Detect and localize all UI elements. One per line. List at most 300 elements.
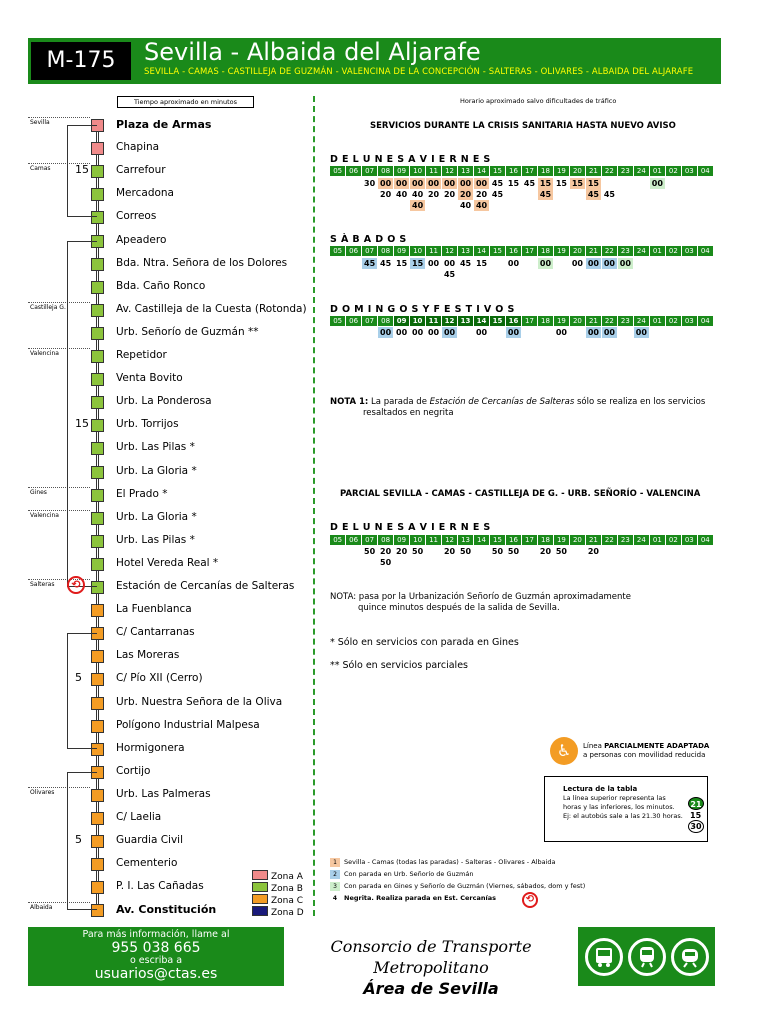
minute-cell [666, 258, 681, 269]
minute-cell [474, 557, 489, 568]
minute-cell [682, 200, 697, 211]
hour-cell: 06 [346, 316, 361, 326]
minute-cell [666, 178, 681, 189]
reading-guide: Lectura de la tabla La línea superior representa las horas y las inferiores, los minutos. Ej: el autobús sale a las 21.30 horas. [544, 776, 708, 842]
legend-item: 4 Negrita. Realiza parada en Est. Cercanías [332, 894, 496, 902]
stop-name: Av. Constitución [116, 903, 217, 917]
minute-cell [586, 200, 601, 211]
minute-cell [618, 327, 633, 338]
minute-cell: 20 [396, 547, 408, 556]
minute-cell: 20 [380, 547, 392, 556]
hour-cell: 02 [666, 246, 681, 256]
hour-cell: 12 [442, 246, 457, 256]
hour-cell: 01 [650, 246, 665, 256]
minute-cell: 00 [586, 327, 601, 338]
train-station-icon: ⟲ [67, 576, 85, 594]
hour-cell: 02 [666, 316, 681, 326]
hour-cell: 03 [682, 166, 697, 176]
minute-cell [538, 269, 553, 280]
hour-cell: 24 [634, 316, 649, 326]
minute-cell: 00 [427, 328, 440, 337]
minute-cell: 00 [634, 327, 649, 338]
minute-cell [602, 200, 617, 211]
minute-cell [618, 200, 633, 211]
hour-cell: 22 [602, 535, 617, 545]
weekdays-minutes-row [330, 178, 714, 189]
hour-cell: 23 [618, 246, 633, 256]
minute-cell [698, 557, 713, 568]
minute-cell: 20 [443, 190, 456, 199]
hour-cell: 17 [522, 166, 537, 176]
minute-cell [378, 269, 393, 280]
hour-cell: 10 [410, 246, 425, 256]
hour-cell: 10 [410, 535, 425, 545]
minute-cell [490, 200, 505, 211]
minute-cell: 50 [364, 547, 376, 556]
minute-cell: 00 [396, 328, 408, 337]
stop-name: Mercadona [116, 187, 174, 200]
minute-cell [490, 327, 505, 338]
minute-cell: 00 [618, 258, 633, 269]
minute-cell [506, 200, 521, 211]
minute-cell [426, 200, 441, 211]
minute-cell [634, 200, 649, 211]
minute-cell [394, 269, 409, 280]
minute-cell [442, 557, 457, 568]
weekdays-minutes-row [330, 200, 714, 211]
partial-title: PARCIAL SEVILLA - CAMAS - CASTILLEJA DE G. - URB. SEÑORÍO - VALENCINA [340, 489, 701, 499]
hour-cell: 06 [346, 166, 361, 176]
hour-cell: 12 [442, 316, 457, 326]
partial-label: D E L U N E S A V I E R N E S [330, 522, 491, 533]
hour-cell: 02 [666, 166, 681, 176]
minute-cell [554, 269, 569, 280]
hour-cell: 13 [458, 246, 473, 256]
minute-cell: 20 [443, 547, 456, 556]
hour-cell: 07 [362, 246, 377, 256]
minute-cell: 00 [507, 259, 520, 268]
minute-cell: 50 [412, 547, 424, 556]
minute-cell [330, 557, 345, 568]
minute-cell: 45 [586, 189, 601, 200]
minute-cell [650, 557, 665, 568]
minute-cell [490, 258, 505, 269]
hour-cell: 07 [362, 535, 377, 545]
double-asterisk-note: ** Sólo en servicios parciales [330, 660, 468, 671]
minute-cell [522, 200, 537, 211]
hour-cell: 06 [346, 535, 361, 545]
minute-cell [538, 327, 553, 338]
minute-cell [522, 269, 537, 280]
minute-cell [522, 546, 537, 557]
hour-cell: 03 [682, 316, 697, 326]
minute-cell [522, 557, 537, 568]
stop-name: Polígono Industrial Malpesa [116, 718, 260, 731]
minute-cell [362, 557, 377, 568]
minute-cell [330, 546, 345, 557]
hour-cell: 10 [410, 316, 425, 326]
minute-cell [666, 546, 681, 557]
hour-cell: 07 [362, 316, 377, 326]
hour-cell: 22 [602, 316, 617, 326]
line-subtitle: SEVILLA - CAMAS - CASTILLEJA DE GUZMÁN - VALENCINA DE LA CONCEPCIÓN - SALTERAS - OLIVARES - ALBAIDA DEL ALJARAFE [144, 67, 694, 77]
minute-cell [650, 189, 665, 200]
minute-cell: 00 [442, 178, 457, 189]
minute-cell: 45 [443, 270, 456, 279]
minute-cell [474, 546, 489, 557]
minute-cell [554, 189, 569, 200]
minute-cell [458, 269, 473, 280]
minute-cell [474, 269, 489, 280]
minute-cell [426, 557, 441, 568]
minute-cell [634, 546, 649, 557]
hour-cell: 17 [522, 535, 537, 545]
hour-cell: 16 [506, 166, 521, 176]
legend-item: 2 Con parada en Urb. Señorío de Guzmán [330, 870, 473, 879]
minute-cell [346, 327, 361, 338]
hour-cell: 20 [570, 535, 585, 545]
minute-cell [506, 189, 521, 200]
contact-email[interactable]: usuarios@ctas.es [94, 966, 218, 982]
minute-cell [538, 200, 553, 211]
minute-cell [522, 189, 537, 200]
partial-minutes-row [330, 557, 714, 568]
travel-time-minutes: 15 [75, 417, 89, 431]
asterisk-note: * Sólo en servicios con parada en Gines [330, 637, 519, 648]
minute-cell [506, 269, 521, 280]
stop-name: La Fuenblanca [116, 603, 192, 616]
minute-cell [362, 269, 377, 280]
minute-cell [634, 258, 649, 269]
hour-cell: 07 [362, 166, 377, 176]
minute-cell: 00 [602, 327, 617, 338]
stop-name: Urb. La Gloria * [116, 464, 197, 477]
stop-name: Correos [116, 210, 157, 223]
contact-info-text: Para más información, llame al [82, 929, 230, 940]
minute-cell [666, 269, 681, 280]
hour-cell: 12 [442, 166, 457, 176]
minute-cell: 00 [427, 259, 440, 268]
minute-cell [346, 546, 361, 557]
minute-cell: 50 [555, 547, 567, 556]
sunday-hours [330, 316, 714, 326]
minute-cell: 40 [412, 190, 424, 199]
hour-cell: 16 [506, 316, 521, 326]
minute-cell: 20 [458, 189, 473, 200]
zone-legend-a: Zona A [252, 870, 303, 882]
hour-cell: 15 [490, 246, 505, 256]
hour-cell: 08 [378, 246, 393, 256]
minute-cell [618, 557, 633, 568]
minute-cell [346, 200, 361, 211]
minute-cell [490, 269, 505, 280]
minute-cell: 00 [538, 258, 553, 269]
legend-item: 1 Sevilla - Camas (todas las paradas) - Salteras - Olivares - Albaida [330, 858, 556, 867]
stop-name: Urb. Torrijos [116, 418, 179, 431]
hour-cell: 16 [506, 535, 521, 545]
minute-cell: 00 [378, 178, 393, 189]
minute-cell: 45 [491, 190, 504, 199]
stop-name: Av. Castilleja de la Cuesta (Rotonda) [116, 302, 307, 315]
minute-cell: 50 [459, 547, 472, 556]
minute-cell [682, 178, 697, 189]
minute-cell: 45 [603, 190, 615, 199]
hour-cell: 03 [682, 535, 697, 545]
minute-cell [650, 546, 665, 557]
minute-cell [666, 200, 681, 211]
hour-cell: 23 [618, 166, 633, 176]
minute-cell [426, 269, 441, 280]
hour-cell: 05 [330, 535, 345, 545]
minute-cell [618, 546, 633, 557]
stop-name: Las Moreras [116, 649, 180, 662]
stop-name: Cementerio [116, 857, 178, 870]
zone-name: Albaida [30, 904, 53, 912]
travel-time-minutes: 5 [75, 671, 82, 685]
stop-name: P. I. Las Cañadas [116, 880, 204, 893]
hour-cell: 21 [586, 166, 601, 176]
wheelchair-icon: ♿ [550, 737, 578, 765]
minute-cell [666, 327, 681, 338]
minute-cell: 40 [396, 190, 408, 199]
minute-cell: 20 [427, 190, 440, 199]
minute-cell: 15 [410, 258, 425, 269]
hour-cell: 21 [586, 246, 601, 256]
minute-cell [570, 189, 585, 200]
hour-cell: 13 [458, 166, 473, 176]
stop-name: C/ Cantarranas [116, 626, 195, 639]
minute-cell [522, 258, 537, 269]
transport-icons [578, 927, 715, 986]
hour-cell: 15 [490, 535, 505, 545]
minute-cell [666, 557, 681, 568]
minute-cell: 15 [538, 178, 553, 189]
hour-cell: 04 [698, 246, 713, 256]
stop-name: Urb. Las Pilas * [116, 441, 195, 454]
minute-cell: 00 [474, 178, 489, 189]
minute-cell: 00 [506, 327, 521, 338]
minute-cell [698, 327, 713, 338]
minute-cell [698, 546, 713, 557]
hour-cell: 19 [554, 316, 569, 326]
hour-cell: 05 [330, 166, 345, 176]
hour-cell: 21 [586, 535, 601, 545]
minute-cell [346, 189, 361, 200]
minute-cell: 45 [538, 189, 553, 200]
legend-item: 3 Con parada en Gines y Señorío de Guzmán (Viernes, sábados, dom y fest) [330, 882, 585, 891]
minute-cell [570, 327, 585, 338]
minute-cell: 00 [586, 258, 601, 269]
hour-cell: 11 [426, 166, 441, 176]
minute-cell [682, 269, 697, 280]
minute-cell [490, 557, 505, 568]
column-divider [313, 96, 315, 916]
zone-name: Valencina [30, 350, 59, 357]
saturday-minutes-row [330, 258, 714, 269]
minute-cell [346, 258, 361, 269]
minute-cell [634, 178, 649, 189]
hour-cell: 06 [346, 246, 361, 256]
minute-cell [362, 189, 377, 200]
stop-name: Plaza de Armas [116, 118, 212, 131]
minute-cell [650, 327, 665, 338]
minute-cell [634, 557, 649, 568]
minute-cell [458, 557, 473, 568]
hour-cell: 17 [522, 316, 537, 326]
stop-name: Urb. Señorío de Guzmán ** [116, 325, 259, 338]
stop-name: Estación de Cercanías de Salteras [116, 580, 295, 592]
minute-cell [602, 557, 617, 568]
travel-time-minutes: 5 [75, 833, 82, 847]
stop-name: Apeadero [116, 233, 167, 246]
stop-name: C/ Laelia [116, 811, 162, 823]
minute-cell: 00 [426, 178, 441, 189]
partial-hours [330, 535, 714, 545]
minute-cell [522, 327, 537, 338]
hour-cell: 09 [394, 246, 409, 256]
minute-cell [570, 557, 585, 568]
hour-cell: 01 [650, 166, 665, 176]
stop-name: Carrefour [116, 164, 166, 177]
minute-cell [570, 546, 585, 557]
minute-cell [346, 557, 361, 568]
hour-cell: 10 [410, 166, 425, 176]
minute-cell [698, 200, 713, 211]
hour-cell: 20 [570, 246, 585, 256]
minute-cell: 45 [362, 258, 377, 269]
stop-name: Cortijo [116, 764, 151, 777]
stop-name: C/ Pío XII (Cerro) [116, 672, 203, 685]
stop-name: Chapina [116, 141, 160, 154]
hour-cell: 09 [394, 316, 409, 326]
hour-cell: 20 [570, 316, 585, 326]
hour-cell: 24 [634, 535, 649, 545]
hour-cell: 11 [426, 535, 441, 545]
stop-name: Urb. Las Palmeras [116, 787, 211, 800]
minute-cell [410, 557, 425, 568]
minute-cell [698, 269, 713, 280]
hour-cell: 23 [618, 316, 633, 326]
minute-cell [426, 546, 441, 557]
hour-cell: 14 [474, 246, 489, 256]
hour-cell: 18 [538, 316, 553, 326]
minute-cell: 40 [410, 200, 425, 211]
stop-name: Urb. La Gloria * [116, 510, 197, 523]
minute-cell: 45 [523, 179, 536, 188]
zone-name: Valencina [30, 511, 59, 519]
hour-cell: 09 [394, 535, 409, 545]
minute-cell: 00 [394, 178, 409, 189]
minute-cell: 00 [555, 328, 567, 337]
saturday-minutes-row [330, 269, 714, 280]
minute-cell [682, 258, 697, 269]
zone-name: Castilleja G. [30, 303, 66, 311]
minute-cell [682, 546, 697, 557]
hour-cell: 14 [474, 535, 489, 545]
minute-cell [570, 269, 585, 280]
zone-name: Sevilla [30, 119, 50, 126]
note-1: NOTA 1: La parada de Estación de Cercanías de Salteras sólo se realiza en los servicios resaltados en negrita [330, 397, 706, 418]
stop-name: Hormigonera [116, 741, 185, 754]
minute-cell: 45 [380, 259, 392, 268]
minute-cell [634, 189, 649, 200]
minute-cell: 15 [396, 259, 408, 268]
hour-cell: 02 [666, 535, 681, 545]
weekdays-label: D E L U N E S A V I E R N E S [330, 154, 491, 165]
hour-cell: 04 [698, 166, 713, 176]
minute-cell [650, 258, 665, 269]
hour-cell: 16 [506, 246, 521, 256]
minute-cell [618, 269, 633, 280]
zone-name: Olivares [30, 788, 55, 796]
saturday-hours [330, 246, 714, 256]
minute-cell: 00 [458, 178, 473, 189]
minute-cell [682, 557, 697, 568]
minute-cell: 20 [475, 190, 488, 199]
minute-cell: 15 [475, 259, 488, 268]
minute-cell: 30 [364, 179, 376, 188]
minute-cell [410, 269, 425, 280]
reading-example-minute-circled: 30 [688, 820, 704, 833]
minute-cell: 15 [555, 179, 567, 188]
saturday-label: S À B A D O S [330, 234, 407, 245]
stop-name: Guardia Civil [116, 834, 184, 847]
zone-divider [28, 117, 90, 118]
partial-minutes-row [330, 546, 714, 557]
hour-cell: 05 [330, 316, 345, 326]
minute-cell [650, 200, 665, 211]
minute-cell: 40 [459, 201, 472, 210]
hour-cell: 14 [474, 316, 489, 326]
hour-cell: 23 [618, 535, 633, 545]
reading-example-minute: 15 [690, 811, 702, 820]
minute-cell: 00 [443, 259, 456, 268]
minute-cell: 20 [380, 190, 392, 199]
hour-cell: 08 [378, 535, 393, 545]
minute-cell [618, 178, 633, 189]
accessibility-text: Línea PARCIALMENTE ADAPTADA a personas con movilidad reducida [583, 742, 710, 759]
minute-cell: 20 [587, 547, 599, 556]
minute-cell [666, 189, 681, 200]
minute-cell: 00 [410, 178, 425, 189]
hour-cell: 24 [634, 166, 649, 176]
note-2: NOTA: pasa por la Urbanización Señorío de Guzmán aproximadamente quince minutos después de la salida de Sevilla. [330, 592, 631, 613]
minute-cell [698, 178, 713, 189]
hour-cell: 18 [538, 166, 553, 176]
organization-name: Consorcio de Transporte Metropolitano Área de Sevilla [330, 937, 532, 998]
minute-cell: 00 [475, 328, 488, 337]
contact-phone[interactable]: 955 038 665 [111, 940, 201, 956]
minute-cell: 40 [474, 200, 489, 211]
zone-name: Camas [30, 165, 51, 173]
minute-cell [586, 269, 601, 280]
minute-cell [362, 200, 377, 211]
line-title: Sevilla - Albaida del Aljarafe [144, 38, 481, 66]
hour-cell: 09 [394, 166, 409, 176]
stop-name: Urb. Nuestra Señora de la Oliva [116, 695, 283, 708]
reading-example-hour: 21 [688, 797, 704, 810]
hour-cell: 03 [682, 246, 697, 256]
hour-cell: 05 [330, 246, 345, 256]
minute-cell: 00 [442, 327, 457, 338]
minute-cell [586, 557, 601, 568]
minute-cell [362, 327, 377, 338]
travel-time-bracket [67, 772, 97, 911]
minute-cell [698, 258, 713, 269]
minute-cell [602, 546, 617, 557]
hour-cell: 15 [490, 316, 505, 326]
sunday-minutes-row [330, 327, 714, 338]
